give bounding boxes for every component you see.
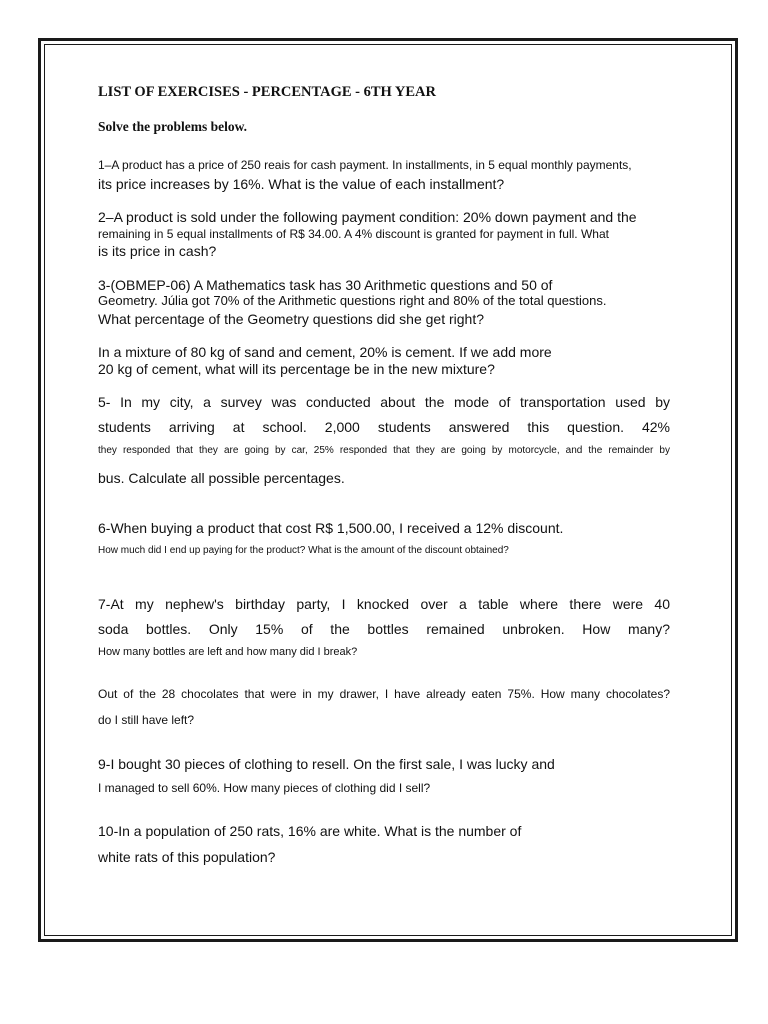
page-border [38, 38, 738, 942]
exercise-7-line-2: soda bottles. Only 15% of the bottles remained unbroken. How many? [98, 621, 670, 637]
exercise-6-line-1: 6-When buying a product that cost R$ 1,500.00, I received a 12% discount. [98, 520, 564, 536]
exercise-4-line-2: 20 kg of cement, what will its percentage be in the new mixture? [98, 361, 495, 377]
exercise-3-line-1: 3-(OBMEP-06) A Mathematics task has 30 Arithmetic questions and 50 of [98, 277, 553, 293]
exercise-2-line-1: 2–A product is sold under the following payment condition: 20% down payment and the [98, 209, 637, 225]
exercise-4-line-1: In a mixture of 80 kg of sand and cement, 20% is cement. If we add more [98, 344, 552, 360]
exercise-7-line-1: 7-At my nephew's birthday party, I knocked over a table where there were 40 [98, 596, 670, 612]
exercise-3-line-2: Geometry. Júlia got 70% of the Arithmetic questions right and 80% of the total questions. [98, 293, 607, 308]
exercise-6-line-2: How much did I end up paying for the product? What is the amount of the discount obtained? [98, 545, 509, 556]
exercise-10-line-1: 10-In a population of 250 rats, 16% are white. What is the number of [98, 823, 522, 839]
instruction-text: Solve the problems below. [98, 119, 248, 134]
exercise-5-line-4: bus. Calculate all possible percentages. [98, 470, 345, 486]
exercise-1-line-2: its price increases by 16%. What is the value of each installment? [98, 176, 505, 192]
exercise-1-line-1: 1–A product has a price of 250 reais for cash payment. In installments, in 5 equal monthly payments, [98, 158, 632, 172]
exercise-9-line-1: 9-I bought 30 pieces of clothing to resell. On the first sale, I was lucky and [98, 756, 555, 772]
exercise-3-line-3: What percentage of the Geometry questions did she get right? [98, 311, 485, 327]
exercise-8-line-1: Out of the 28 chocolates that were in my drawer, I have already eaten 75%. How many chocolates? [98, 687, 670, 701]
exercise-5-line-1: 5- In my city, a survey was conducted about the mode of transportation used by [98, 394, 670, 410]
exercise-7-line-3: How many bottles are left and how many did I break? [98, 646, 358, 658]
exercise-5-line-2: students arriving at school. 2,000 students answered this question. 42% [98, 419, 670, 435]
exercise-2-line-2: remaining in 5 equal installments of R$ 34.00. A 4% discount is granted for payment in full. What [98, 227, 609, 241]
document-title: LIST OF EXERCISES - PERCENTAGE - 6TH YEAR [98, 84, 436, 100]
exercise-8-line-2: do I still have left? [98, 713, 195, 727]
exercise-10-line-2: white rats of this population? [98, 849, 276, 865]
exercise-5-line-3: they responded that they are going by car, 25% responded that they are going by motorcycle, and the remainder by [98, 445, 670, 456]
exercise-9-line-2: I managed to sell 60%. How many pieces of clothing did I sell? [98, 781, 431, 795]
exercise-2-line-3: is its price in cash? [98, 243, 217, 259]
